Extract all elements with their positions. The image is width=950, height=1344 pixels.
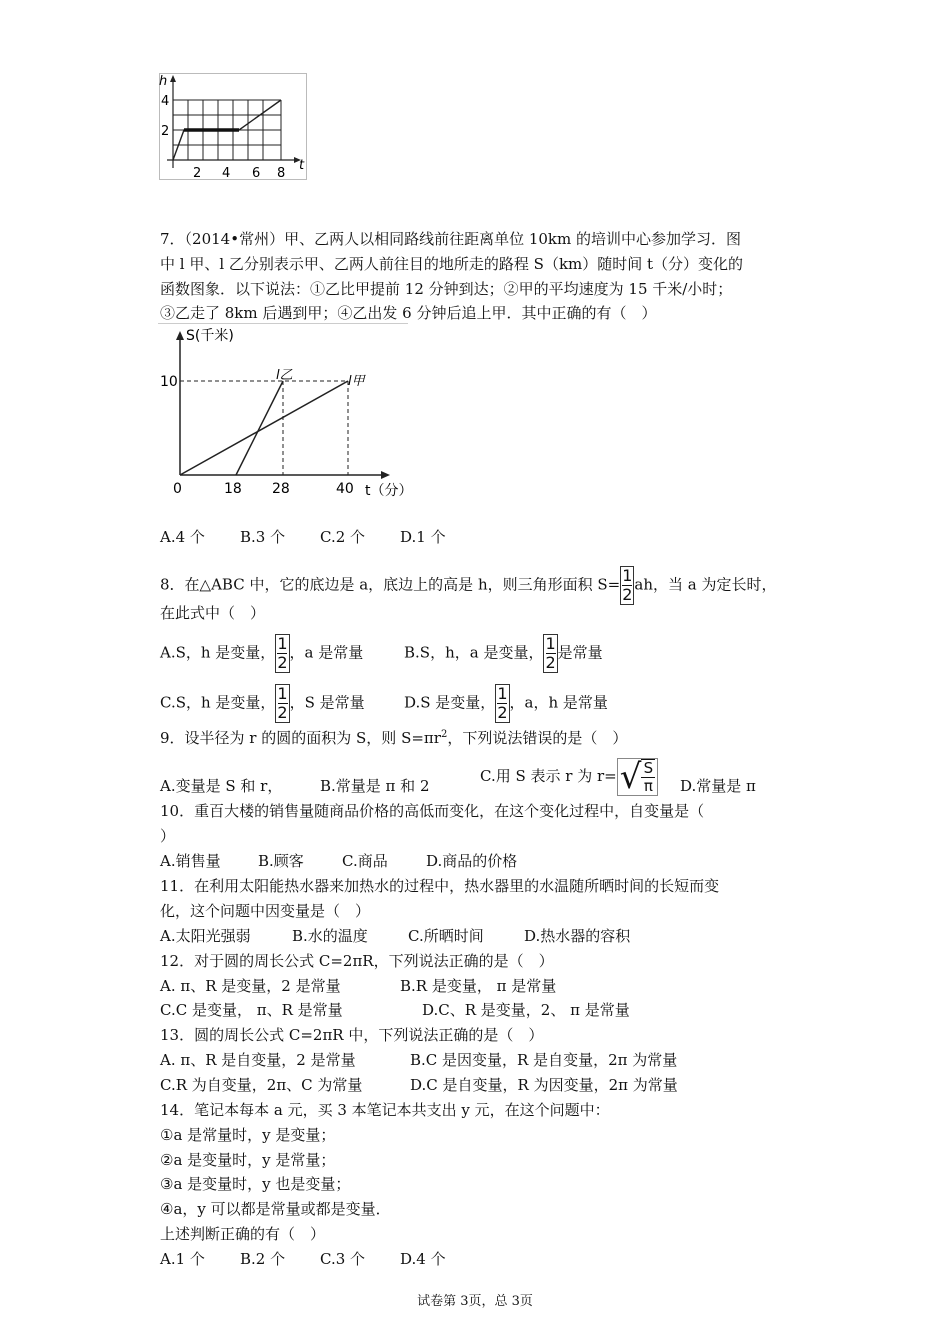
q14-stem2: 上述判断正确的有（ ） bbox=[160, 1225, 326, 1243]
line-jia bbox=[180, 381, 348, 475]
q13-option-d[interactable]: D.C 是自变量，R 为因变量，2π 为常量 bbox=[410, 1076, 678, 1094]
q11-option-c[interactable]: C.所晒时间 bbox=[408, 927, 484, 945]
graph-x-tick-28: 28 bbox=[272, 481, 290, 497]
fraction-one-half: $\frac{1}{2}$ bbox=[277, 634, 288, 672]
q12-option-a[interactable]: A. π、R 是变量，2 是常量 bbox=[160, 977, 341, 995]
q8-stem-b: ah，当 a 为定长时， bbox=[634, 575, 777, 594]
q8-option-d[interactable]: D.S 是变量， $\frac{1}{2}$ ，a，h 是常量 bbox=[404, 684, 608, 722]
q8-stem-line1 bbox=[160, 566, 777, 605]
line-yi bbox=[236, 381, 283, 475]
q14-statement-3: ③a 是变量时，y 也是变量； bbox=[160, 1175, 351, 1193]
page-footer: 试卷第 3页，总 3页 bbox=[417, 1294, 533, 1309]
q14-option-b[interactable]: B.2 个 bbox=[240, 1250, 286, 1268]
q12-option-c[interactable]: C.C 是变量， π、R 是常量 bbox=[160, 1001, 343, 1019]
y-axis-arrow bbox=[176, 331, 184, 340]
q14-statement-4: ④a，y 可以都是常量或都是变量． bbox=[160, 1200, 391, 1218]
q7-line4: ③乙走了 8km 后遇到甲；④乙出发 6 分钟后追上甲．其中正确的有（ ） bbox=[160, 304, 657, 322]
q7-option-a[interactable]: A.4 个 bbox=[160, 528, 205, 546]
graph-y-label: S(千米) bbox=[186, 328, 234, 344]
q14-options bbox=[160, 1249, 446, 1269]
h-t-graph bbox=[159, 73, 307, 180]
x-tick-6: 6 bbox=[252, 166, 261, 180]
graph-y-tick-10: 10 bbox=[160, 374, 178, 390]
fraction-one-half: $\frac{1}{2}$ bbox=[545, 634, 556, 672]
q10-option-c[interactable]: C.商品 bbox=[342, 852, 388, 870]
q7-option-d[interactable]: D.1 个 bbox=[400, 528, 446, 546]
q8-option-a[interactable]: A.S，h 是变量， $\frac{1}{2}$ ，a 是常量 bbox=[160, 634, 364, 672]
q12-option-b[interactable]: B.R 是变量， π 是常量 bbox=[400, 977, 557, 995]
q14-option-a[interactable]: A.1 个 bbox=[160, 1250, 205, 1268]
q12-option-d[interactable]: D.C、R 是变量，2、 π 是常量 bbox=[422, 1001, 630, 1019]
q13-option-c[interactable]: C.R 为自变量，2π、C 为常量 bbox=[160, 1076, 363, 1094]
y-tick-2: 2 bbox=[161, 124, 170, 139]
q13-option-a[interactable]: A. π、R 是自变量，2 是常量 bbox=[160, 1051, 356, 1069]
y-axis-arrow bbox=[170, 75, 176, 82]
q10-options bbox=[160, 851, 517, 871]
q9-option-d[interactable]: D.常量是 π bbox=[680, 777, 756, 795]
s-t-graph bbox=[158, 323, 413, 503]
x-tick-8: 8 bbox=[277, 166, 286, 180]
q14-stem: 14．笔记本每本 a 元，买 3 本笔记本共支出 y 元，在这个问题中： bbox=[160, 1101, 610, 1119]
q8-stem-line2: 在此式中（ ） bbox=[160, 604, 266, 622]
q11-option-d[interactable]: D.热水器的容积 bbox=[524, 927, 631, 945]
q9-option-c[interactable]: C.用 S 表示 r 为 r= √ S π bbox=[480, 758, 680, 796]
q14-statement-2: ②a 是变量时，y 是常量； bbox=[160, 1151, 336, 1169]
x-axis-arrow bbox=[381, 471, 390, 479]
q9-stem: 9．设半径为 r 的圆的面积为 S，则 $S=\pi r^2$，下列说法错误的是（ ） bbox=[160, 729, 628, 747]
graph-x-tick-40: 40 bbox=[336, 481, 354, 497]
graph-x-tick-18: 18 bbox=[224, 481, 242, 497]
q8-option-c[interactable]: C.S，h 是变量， $\frac{1}{2}$ ，S 是常量 bbox=[160, 684, 365, 722]
graph-x-tick-0: 0 bbox=[173, 481, 182, 497]
q9-option-a[interactable]: A.变量是 S 和 r， bbox=[160, 777, 283, 795]
q11-options bbox=[160, 926, 630, 946]
q11-option-b[interactable]: B.水的温度 bbox=[292, 927, 368, 945]
q12-options-cd bbox=[160, 1000, 630, 1020]
q11-line2: 化，这个问题中因变量是（ ） bbox=[160, 902, 371, 920]
q13-option-b[interactable]: B.C 是因变量，R 是自变量，2π 为常量 bbox=[410, 1051, 678, 1069]
q10-line1: 10．重百大楼的销售量随商品价格的高低而变化，在这个变化过程中，自变量是（ bbox=[160, 802, 705, 820]
x-tick-4: 4 bbox=[222, 166, 231, 180]
q7-option-b[interactable]: B.3 个 bbox=[240, 528, 286, 546]
q7-options bbox=[160, 527, 446, 547]
q7-option-c[interactable]: C.2 个 bbox=[320, 528, 366, 546]
q8-options-cd bbox=[160, 684, 608, 723]
square-root-s-over-pi: √ S π bbox=[617, 758, 659, 796]
q9-option-b[interactable]: B.常量是 π 和 2 bbox=[320, 777, 430, 795]
q10-option-d[interactable]: D.商品的价格 bbox=[426, 852, 518, 870]
q7-line3: 函数图象．以下说法：①乙比甲提前 12 分钟到达；②甲的平均速度为 15 千米/小时； bbox=[160, 280, 733, 298]
q7-line2: 中 l 甲、l 乙分别表示甲、乙两人前往目的地所走的路程 S（km）随时间 t（分）变化的 bbox=[160, 255, 744, 273]
fraction-one-half: $\frac{1}{2}$ bbox=[497, 684, 508, 722]
q11-line1: 11．在利用太阳能热水器来加热水的过程中，热水器里的水温随所晒时间的长短而变 bbox=[160, 877, 720, 895]
q13-options-cd bbox=[160, 1075, 678, 1095]
q7-line1: 7．（2014•常州）甲、乙两人以相同路线前往距离单位 10km 的培训中心参加学习．图 bbox=[160, 230, 742, 248]
q13-stem: 13．圆的周长公式 C=2πR 中，下列说法正确的是（ ） bbox=[160, 1026, 544, 1044]
q14-statement-1: ①a 是常量时，y 是变量； bbox=[160, 1126, 336, 1144]
q8-options-ab bbox=[160, 634, 603, 673]
q8-option-b[interactable]: B.S，h，a 是变量， $\frac{1}{2}$ 是常量 bbox=[404, 634, 603, 672]
y-label: h bbox=[159, 74, 168, 89]
q12-options-ab bbox=[160, 976, 556, 996]
graph-line-yi-label: l乙 bbox=[276, 368, 293, 383]
fraction-one-half: $\frac{1}{2}$ bbox=[622, 566, 633, 604]
q11-option-a[interactable]: A.太阳光强弱 bbox=[160, 927, 251, 945]
q14-option-c[interactable]: C.3 个 bbox=[320, 1250, 366, 1268]
q12-stem: 12．对于圆的周长公式 C=2πR，下列说法正确的是（ ） bbox=[160, 952, 554, 970]
q14-option-d[interactable]: D.4 个 bbox=[400, 1250, 446, 1268]
graph-x-label: t（分） bbox=[365, 483, 413, 499]
q13-options-ab bbox=[160, 1050, 677, 1070]
q10-option-b[interactable]: B.顾客 bbox=[258, 852, 304, 870]
graph-line-jia-label: l甲 bbox=[348, 374, 365, 389]
fraction-one-half: $\frac{1}{2}$ bbox=[277, 684, 288, 722]
x-label: t bbox=[299, 158, 305, 173]
q9-options bbox=[160, 752, 756, 796]
q9-exponent: 2 bbox=[440, 729, 448, 740]
q10-option-a[interactable]: A.销售量 bbox=[160, 852, 221, 870]
q8-stem-a: 8．在△ABC 中，它的底边是 a，底边上的高是 h，则三角形面积 S= bbox=[160, 575, 621, 594]
y-tick-4: 4 bbox=[161, 94, 170, 109]
q10-line2: ） bbox=[160, 827, 176, 845]
x-tick-2: 2 bbox=[193, 166, 202, 180]
